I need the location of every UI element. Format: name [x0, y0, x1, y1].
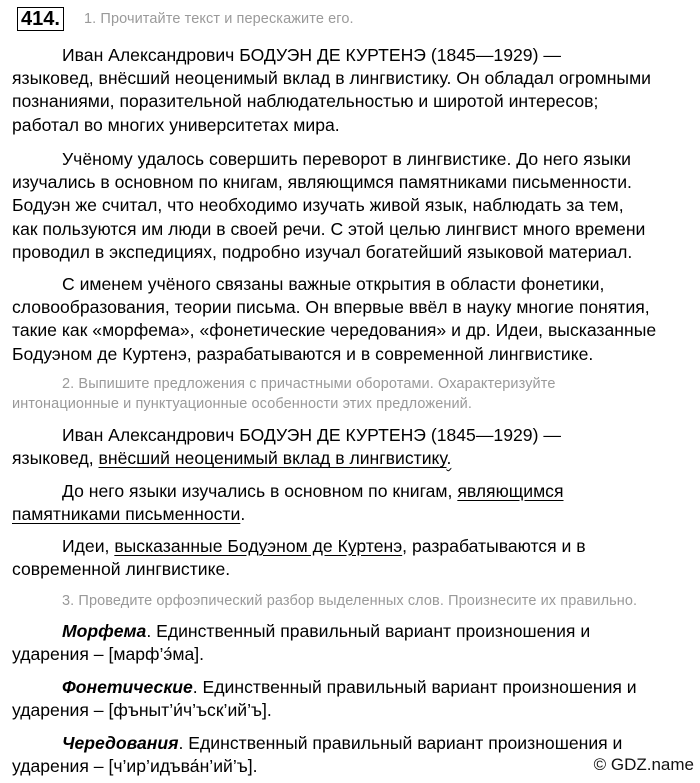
- text-line: Иван Александрович БОДУЭН ДЕ КУРТЕНЭ (1845—1929) —: [62, 45, 561, 65]
- text-line: [12, 503, 694, 526]
- text-line: языковед, внёсший неоценимый вклад в лингвистику. Он обладал огромными: [12, 68, 652, 89]
- task-2-line-2: интонационные и пунктуационные особенности этих предложений.: [12, 396, 473, 412]
- text-line: словообразования, теории письма. Он впервые ввёл в науку многие понятия,: [12, 297, 650, 318]
- text-line: ударения – [ч’ир’идъва́н’ий’ъ].: [12, 756, 258, 777]
- answer-text: . Единственный правильный вариант произношения и: [192, 677, 637, 697]
- text-line: Бодуэн же считал, что необходимо изучать живой язык, наблюдать за тем,: [12, 195, 624, 216]
- answer-1: [12, 424, 694, 470]
- text-line: [12, 535, 694, 558]
- text-line: ударения – [фъныт’и́ч’ъск’ий’ъ].: [12, 700, 272, 721]
- answer-text: , разрабатываются и в: [402, 536, 586, 556]
- term: Морфема: [62, 621, 147, 641]
- text-line: такие как «морфема», «фонетические чередования» и др. Идеи, высказанные: [12, 320, 657, 341]
- term: Фонетические: [62, 677, 193, 697]
- text-line: [12, 480, 694, 503]
- orthoepy-entry-1: [12, 620, 694, 666]
- watermark: © GDZ.name: [593, 755, 694, 774]
- paragraph-3: [12, 273, 694, 366]
- text-line: [12, 732, 694, 755]
- answer-text: . Единственный правильный вариант произношения и: [146, 621, 591, 641]
- orthoepy-entry-2: [12, 676, 694, 722]
- answer-text: До него языки изучались в основном по книгам,: [62, 481, 458, 501]
- answer-text: .: [240, 504, 246, 525]
- task-1: 1. Прочитайте текст и перескажите его.: [84, 11, 354, 27]
- answer-2: [12, 480, 694, 526]
- text-line: [12, 620, 694, 643]
- text-line: Бодуэном де Куртенэ, разрабатываются и в современной лингвистике.: [12, 343, 594, 364]
- text-line: познаниями, поразительной наблюдательностью и широтой интересов;: [12, 91, 599, 112]
- task-2-line-1: 2. Выпишите предложения с причастными оборотами. Охарактеризуйте: [62, 376, 556, 392]
- text-line: современной лингвистике.: [12, 559, 231, 580]
- text-line: Иван Александрович БОДУЭН ДЕ КУРТЕНЭ (1845—1929) —: [62, 425, 561, 445]
- defined-word-mark: .: [446, 448, 452, 469]
- answer-text: Идеи,: [62, 536, 115, 556]
- task-3: 3. Проведите орфоэпический разбор выделенных слов. Произнесите их правильно.: [62, 593, 638, 609]
- text-line: как пользуются им люди в своей речи. С этой целью лингвист много времени: [12, 218, 646, 239]
- text-line: С именем учёного связаны важные открытия в области фонетики,: [62, 274, 605, 294]
- participial-phrase: высказанные Бодуэном де Куртенэ: [114, 536, 403, 556]
- orthoepy-entry-3: [12, 732, 694, 778]
- participial-phrase: являющимся: [457, 481, 564, 501]
- participial-phrase: внёсший неоценимый вклад в лингвистику: [98, 448, 447, 469]
- term: Чередования: [62, 733, 179, 753]
- paragraph-2: [12, 148, 694, 264]
- answer-text: языковед,: [12, 448, 99, 469]
- exercise-number: 414.: [17, 7, 64, 31]
- paragraph-1: [12, 44, 694, 137]
- text-line: ударения – [марф’э́ма].: [12, 644, 205, 665]
- answer-text: . Единственный правильный вариант произношения и: [178, 733, 623, 753]
- text-line: изучались в основном по книгам, являющимся памятниками письменности.: [12, 172, 632, 193]
- participial-phrase: памятниками письменности: [12, 504, 241, 525]
- text-line: Учёному удалось совершить переворот в лингвистике. До него языки: [62, 149, 631, 169]
- text-line: проводил в экспедициях, подробно изучал богатейший языковой материал.: [12, 241, 633, 262]
- text-line: [12, 447, 694, 470]
- answer-3: [12, 535, 694, 581]
- text-line: [12, 676, 694, 699]
- text-line: работал во многих университетах мира.: [12, 114, 340, 135]
